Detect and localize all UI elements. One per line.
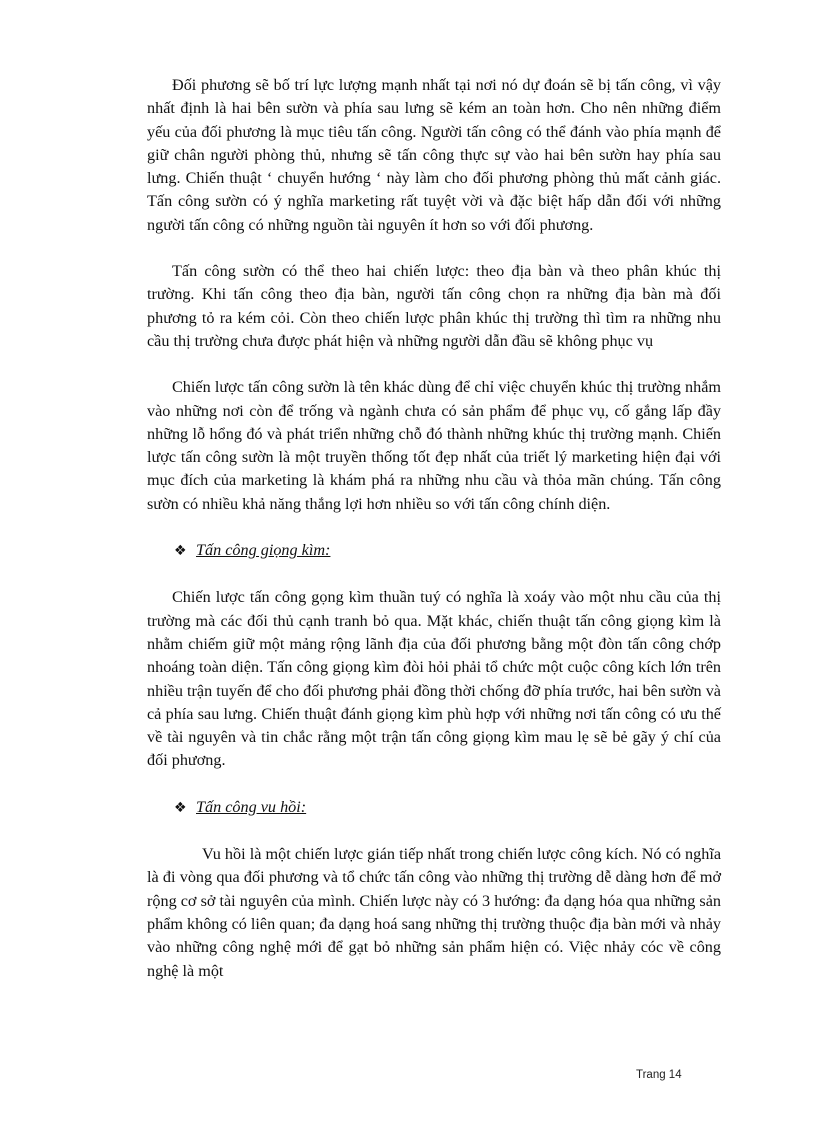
paragraph-flank-definition: Chiến lược tấn công sườn là tên khác dùng để chỉ việc chuyển khúc thị trường nhắm vào những nơi còn để trống và ngành chưa có sản phẩm để phục vụ, cố gắng lấp đầy những lỗ hổng đó và phát triển những chỗ đó thành những khúc thị trường mạnh. Chiến lược tấn công sườn là một truyền thống tốt đẹp nhất của triết lý marketing hiện đại với mục đích của marketing là khám phá ra những nhu cầu và thỏa mãn chúng. Tấn công sườn có nhiều khả năng thắng lợi hơn nhiều so với tấn công chính diện. [147,378,721,513]
section-heading-bypass [174,796,721,820]
section-heading-encirclement [174,539,721,563]
document-page [147,74,721,983]
diamond-bullet-icon: ❖ [174,799,187,816]
section-heading-text: Tấn công giọng kìm: [196,541,331,560]
paragraph-flank-strategies: Tấn công sườn có thể theo hai chiến lược: theo địa bàn và theo phân khúc thị trường. Khi tấn công theo địa bàn, người tấn công chọn ra những địa bàn mà đối phương tỏ ra kém cỏi. Còn theo chiến lược phân khúc thị trường thì tìm ra những nhu cầu thị trường chưa được phát hiện và những người dẫn đầu sẽ không phục vụ [147,262,721,350]
paragraph-bypass: Vu hồi là một chiến lược gián tiếp nhất trong chiến lược công kích. Nó có nghĩa là đi vòng qua đối phương và tổ chức tấn công vào những thị trường dễ dàng hơn để mở rộng cơ sở tài nguyên của mình. Chiến lược này có 3 hướng: đa dạng hóa qua những sản phẩm không có liên quan; đa dạng hoá sang những thị trường thuộc địa bàn mới và nhảy vào những công nghệ mới để gạt bỏ những sản phẩm hiện có. Việc nhảy cóc về công nghệ là một [147,845,721,980]
section-heading-text: Tấn công vu hồi: [196,797,307,816]
diamond-bullet-icon: ❖ [174,543,187,560]
paragraph-encirclement: Chiến lược tấn công gọng kìm thuần tuý có nghĩa là xoáy vào một nhu cầu của thị trường mà các đối thủ cạnh tranh bỏ qua. Mặt khác, chiến thuật tấn công giọng kìm là nhằm chiếm giữ một mảng rộng lãnh địa của đối phương bằng một đòn tấn công chớp nhoáng toàn diện. Tấn công giọng kìm đòi hỏi phải tổ chức một cuộc công kích lớn trên nhiều trận tuyến để cho đối phương phải đồng thời chống đỡ phía trước, hai bên sườn và cả phía sau lưng. Chiến thuật đánh giọng kìm phù hợp với những nơi tấn công có ưu thế về tài nguyên và tin chắc rằng một trận tấn công giọng kìm mau lẹ sẽ bẻ gãy ý chí của đối phương. [147,588,721,770]
page-number: Trang 14 [636,1069,682,1081]
paragraph-flank-attack-intro: Đối phương sẽ bố trí lực lượng mạnh nhất tại nơi nó dự đoán sẽ bị tấn công, vì vậy nhất định là hai bên sườn và phía sau lưng sẽ kém an toàn hơn. Cho nên những điểm yếu của đối phương là mục tiêu tấn công. Người tấn công có thể đánh vào phía mạnh để giữ chân người phòng thủ, nhưng sẽ tấn công thực sự vào hai bên sườn hay phía sau lưng. Chiến thuật ‘ chuyển hướng ‘ này làm cho đối phương phòng thủ mất cảnh giác. Tấn công sườn có ý nghĩa marketing rất tuyệt vời và đặc biệt hấp dẫn đối với những người tấn công có những nguồn tài nguyên ít hơn so với đối phương. [147,76,721,234]
